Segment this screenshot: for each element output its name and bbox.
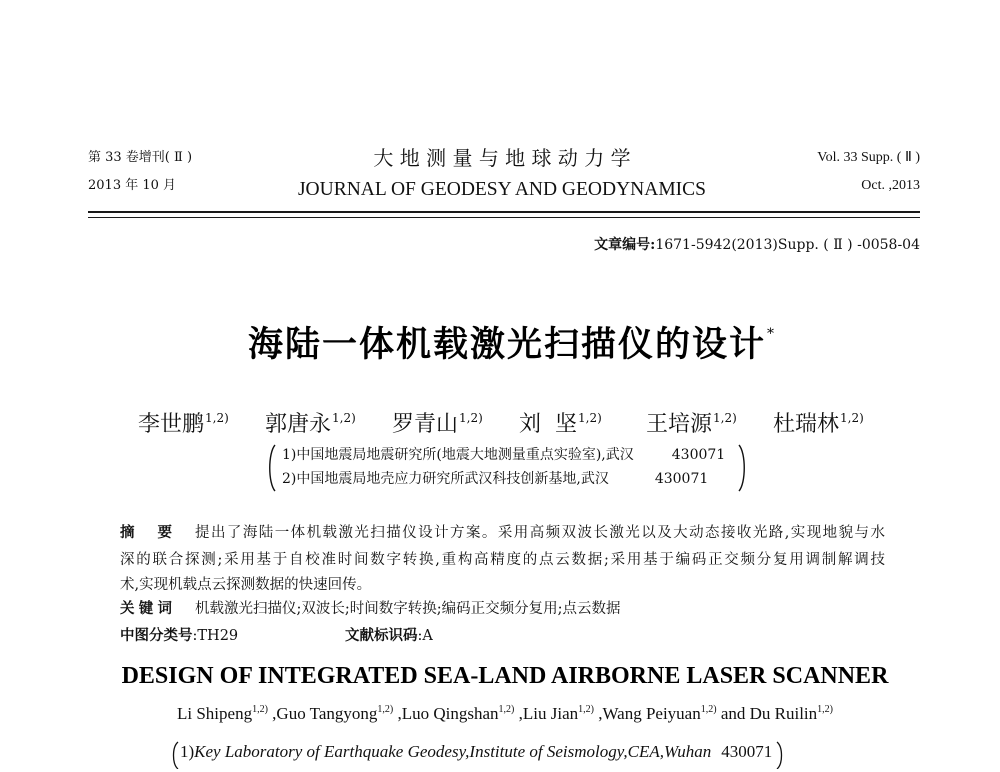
author-name: 罗青山 <box>392 412 459 437</box>
author-separator: , <box>593 704 603 723</box>
author <box>773 410 900 442</box>
author-affiliation-mark-en: 1,2) <box>252 704 268 715</box>
author-name: 刘 坚 <box>519 412 577 437</box>
affiliation-en-postcode: 430071 <box>721 742 773 761</box>
header-rule-thin <box>88 217 920 218</box>
affiliation-left-bracket <box>266 444 278 492</box>
publication-date-cn: 2013 年 10 月 <box>88 178 177 193</box>
author-name-en: Wang Peiyuan <box>602 704 701 723</box>
author-name: 郭唐永 <box>265 412 332 437</box>
author-affiliation-mark: 1,2) <box>205 411 229 425</box>
document-code-label: 文献标识码 <box>345 627 418 644</box>
author-name: 王培源 <box>646 412 713 437</box>
author <box>138 410 265 442</box>
affiliation-list-cn <box>282 443 725 491</box>
affiliation-postcode: 430071 <box>654 471 709 487</box>
affiliation-en-index: 1) <box>180 742 195 761</box>
author-name-en: Li Shipeng <box>176 704 253 723</box>
author-name-en: Guo Tangyong <box>276 704 378 723</box>
affiliation-text: 2)中国地震局地壳应力研究所武汉科技创新基地,武汉 <box>282 471 609 487</box>
affiliation-en-right-bracket <box>775 740 785 769</box>
author-name-en: Du Ruilin <box>749 704 818 723</box>
affiliation-postcode: 430071 <box>671 447 726 463</box>
affiliation <box>282 443 725 467</box>
document-code-value: :A <box>417 628 433 644</box>
article-number-value: 1671-5942(2013)Supp. ( Ⅱ ) -0058-04 <box>655 237 920 253</box>
affiliation <box>282 467 725 491</box>
affiliation-en-text: Key Laboratory of Earthquake Geodesy,Institute of Seismology,CEA,Wuhan <box>194 742 712 761</box>
author <box>519 410 646 442</box>
author-name: 李世鹏 <box>138 412 205 437</box>
article-number-label: 文章编号: <box>594 237 656 253</box>
author-affiliation-mark: 1,2) <box>332 411 356 425</box>
author-affiliation-mark: 1,2) <box>840 411 864 425</box>
affiliation-right-bracket <box>736 444 748 492</box>
abstract-text: 深的联合探测;采用基于自校准时间数字转换,重构高精度的点云数据;采用基于编码正交频分复用调制解调技 <box>120 552 885 568</box>
author-name: 杜瑞林 <box>773 412 840 437</box>
affiliation-en <box>170 740 785 769</box>
author-affiliation-mark: 1,2) <box>459 411 483 425</box>
journal-name-en: JOURNAL OF GEODESY AND GEODYNAMICS <box>297 179 707 200</box>
document-code <box>345 624 433 648</box>
author-separator: , <box>393 704 402 723</box>
author-affiliation-mark-en: 1,2) <box>578 704 594 715</box>
classification-line <box>120 624 885 648</box>
author-affiliation-mark-en: 1,2) <box>377 704 394 715</box>
author-list-cn <box>138 410 900 442</box>
abstract-line <box>120 521 885 545</box>
article-number <box>594 234 920 256</box>
author <box>646 410 773 442</box>
paper-title-text: 海陆一体机载激光扫描仪的设计 <box>248 324 767 365</box>
author-name-en: Luo Qingshan <box>401 704 499 723</box>
abstract-text: 术,实现机载点云探测数据的快速回传。 <box>120 577 372 593</box>
author <box>392 410 519 442</box>
affiliation-en-left-bracket <box>170 740 180 769</box>
author-separator: , <box>267 704 277 723</box>
header-center <box>200 142 804 203</box>
volume-issue-cn: 第 33 卷增刊( Ⅱ ) <box>88 150 193 165</box>
keywords-text: 机载激光扫描仪;双波长;时间数字转换;编码正交频分复用;点云数据 <box>195 601 621 617</box>
title-footnote-mark: * <box>767 326 777 342</box>
author <box>265 410 392 442</box>
header-rule-thick <box>88 211 920 213</box>
header-left <box>88 144 192 200</box>
author-separator: , <box>514 704 523 723</box>
abstract-text: 提出了海陆一体机载激光扫描仪设计方案。采用高频双波长激光以及大动态接收光路,实现地貌与水 <box>195 525 885 541</box>
header-right <box>817 144 920 200</box>
author-affiliation-mark: 1,2) <box>713 411 737 425</box>
paper-title-cn <box>248 323 776 374</box>
clc-label: 中图分类号 <box>120 627 193 644</box>
paper-title-en: DESIGN OF INTEGRATED SEA-LAND AIRBORNE LASER SCANNER <box>121 663 889 689</box>
author-separator: and <box>716 704 750 723</box>
keywords-label: 关键词 <box>120 600 172 617</box>
author-affiliation-mark-en: 1,2) <box>700 704 717 715</box>
keywords-line <box>120 597 885 621</box>
journal-name-cn: 大 地 测 量 与 地 球 动 力 学 <box>373 146 631 170</box>
abstract-label: 摘 要 <box>120 524 172 541</box>
publication-date-en: Oct. ,2013 <box>861 178 920 193</box>
author-name-en: Liu Jian <box>522 704 579 723</box>
affiliation-text: 1)中国地震局地震研究所(地震大地测量重点实验室),武汉 <box>282 447 634 463</box>
clc-value: :TH29 <box>192 628 239 644</box>
volume-issue-en: Vol. 33 Supp. ( Ⅱ ) <box>817 150 920 165</box>
author-affiliation-mark: 1,2) <box>578 411 602 425</box>
author-affiliation-mark-en: 1,2) <box>817 704 833 715</box>
author-affiliation-mark-en: 1,2) <box>498 704 515 715</box>
author-list-en <box>10 702 1000 729</box>
